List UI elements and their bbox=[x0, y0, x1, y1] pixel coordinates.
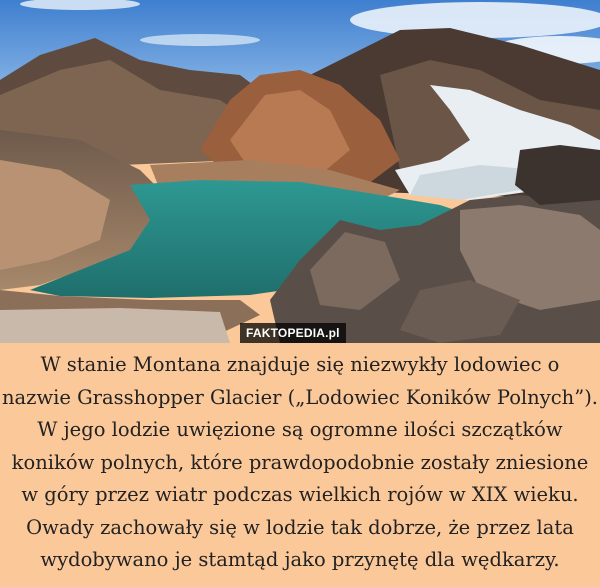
caption-text bbox=[0, 343, 600, 587]
caption-line: W jego lodzie uwięzione są ogromne ilości szczątków bbox=[37, 418, 563, 441]
watermark-logo: FAKTOPEDIA.pl bbox=[240, 323, 346, 343]
caption-line: w góry przez wiatr podczas wielkich rojów w XIX wieku. bbox=[21, 483, 579, 506]
cloud bbox=[140, 34, 260, 46]
caption-line: wydobywano je stamtąd jako przynętę dla wędkarzy. bbox=[40, 548, 560, 571]
caption-line: nazwie Grasshopper Glacier („Lodowiec Koników Polnych”). bbox=[1, 385, 599, 409]
caption-line: koników polnych, które prawdopodobnie zostały zniesione bbox=[11, 450, 589, 474]
cloud bbox=[350, 2, 600, 38]
caption-line: Owady zachowały się w lodzie tak dobrze, że przez lata bbox=[26, 515, 574, 539]
caption-line: W stanie Montana znajduje się niezwykły lodowiec o bbox=[40, 353, 560, 376]
